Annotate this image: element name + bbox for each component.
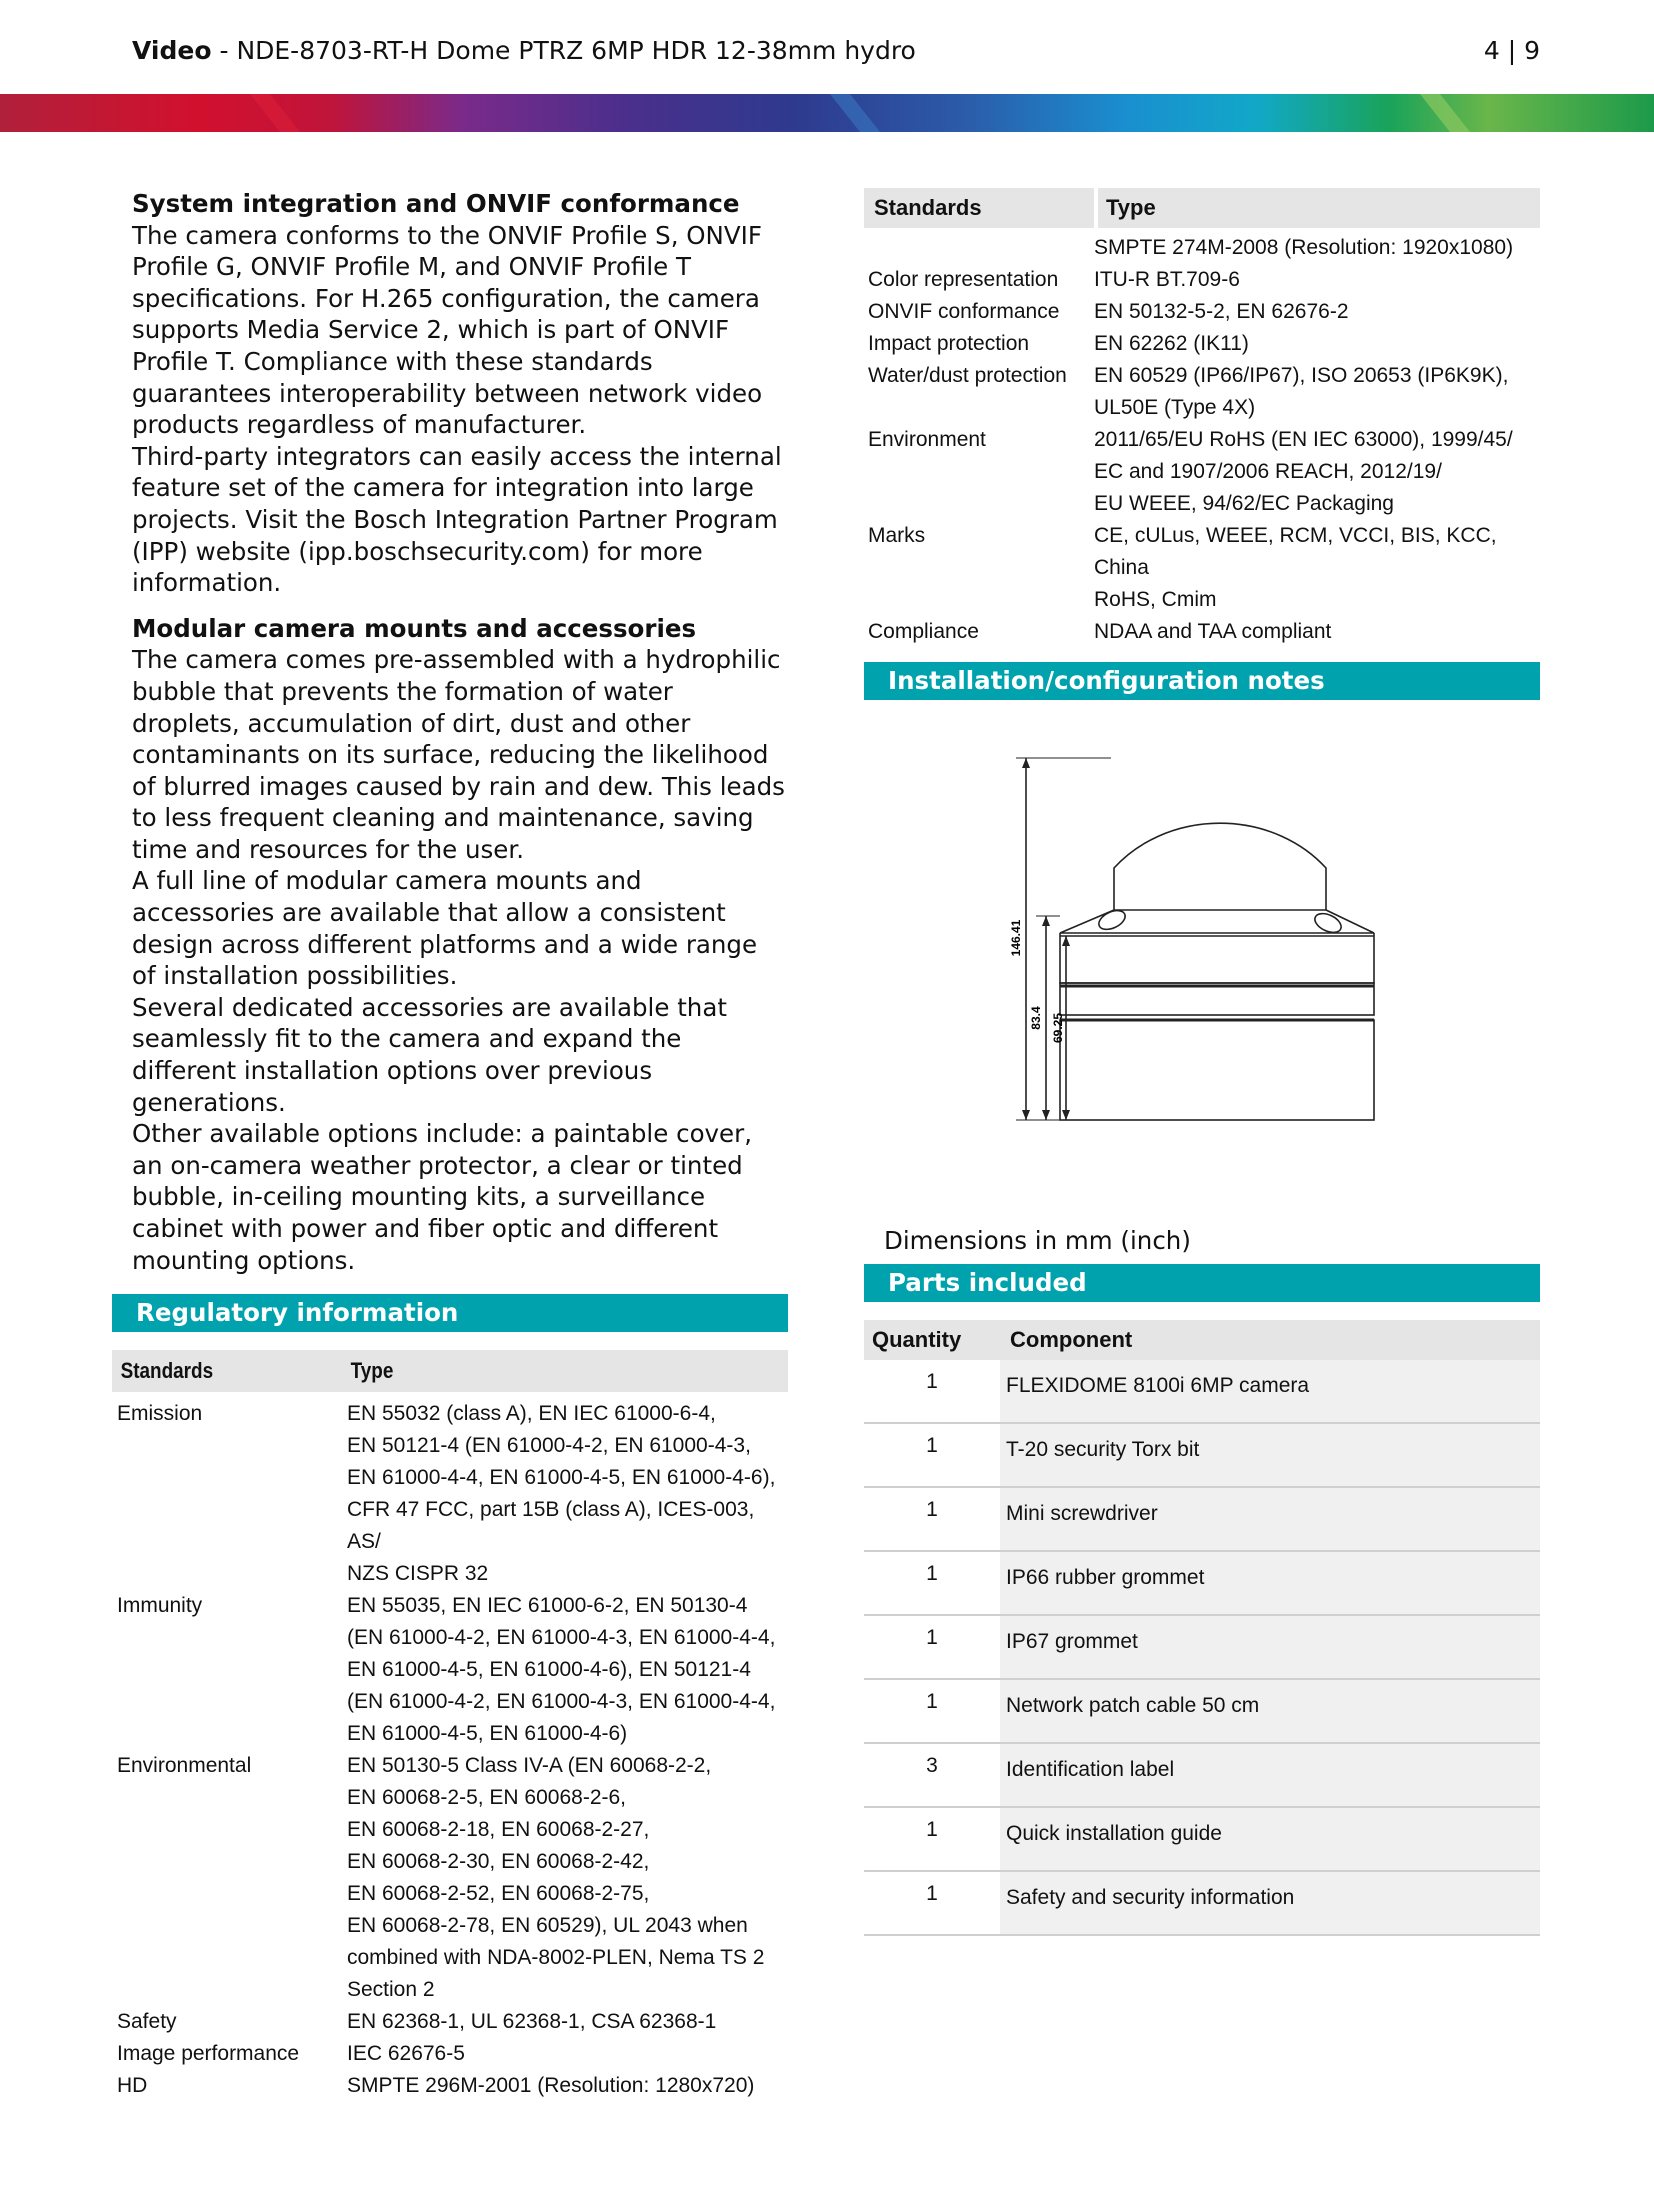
table-cell-value: EN 50130-5 Class IV-A (EN 60068-2-2, EN 60068-2-5, EN 60068-2-6, EN 60068-2-18, EN 60068-2-27, EN 60068-2-30, EN 60068-2-42, EN 60068-2-52, EN 60068-2-75, EN 60068-2-78, EN 60529), UL 2043 when combined with NDA-8002-PLEN, Nema TS 2 Section 2	[347, 1754, 765, 2002]
table-cell-label: Safety	[117, 2010, 177, 2034]
table-header	[864, 1320, 1540, 1360]
paragraph: Third-party integrators can easily access the internal feature set of the camera for integration into large projects. Visit the Bosch Integration Partner Program (IPP) website (ipp.boschsecurity.com) for more information.	[132, 441, 782, 598]
table-row	[864, 328, 1540, 360]
table-row	[864, 1488, 1540, 1552]
table-cell-label: 1	[926, 1370, 938, 1393]
paragraph: Other available options include: a paintable cover, an on-camera weather protector, a clear or tinted bubble, in-ceiling mounting kits, a surveillance cabinet with power and fiber optic and different mounting options.	[132, 1119, 752, 1275]
paragraph: A full line of modular camera mounts and accessories are available that allow a consistent design across different platforms and a wide range of installation possibilities.	[132, 866, 758, 991]
table-row	[864, 1616, 1540, 1680]
title-separator: -	[211, 36, 237, 65]
regulatory-table	[112, 1350, 788, 2102]
table-header	[864, 188, 1540, 228]
table-cell-value: EN 62262 (IK11)	[1094, 332, 1249, 355]
table-row	[864, 1552, 1540, 1616]
table-cell-label: Impact protection	[868, 332, 1030, 355]
section-title-mounts: Modular camera mounts and accessories	[132, 613, 697, 643]
table-cell-value: CE, cULus, WEEE, RCM, VCCI, BIS, KCC, China RoHS, Cmim	[1094, 524, 1497, 611]
table-row	[112, 1398, 788, 1590]
table-cell-value: FLEXIDOME 8100i 6MP camera	[1000, 1360, 1540, 1422]
table-cell-value: Safety and security information	[1000, 1872, 1540, 1934]
table-cell-value: EN 50132-5-2, EN 62676-2	[1094, 300, 1349, 323]
column-header-standards: Standards	[120, 1358, 214, 1384]
table-cell-label: 1	[926, 1434, 938, 1457]
table-cell-value: IP66 rubber grommet	[1000, 1552, 1540, 1614]
page-number: 4 | 9	[1483, 36, 1540, 65]
dimension-label-height: 146.41	[1009, 919, 1023, 957]
table-row	[864, 264, 1540, 296]
column-header-type: Type	[1098, 188, 1540, 228]
table-row	[112, 1750, 788, 2006]
section-bar-parts: Parts included	[864, 1264, 1540, 1302]
table-cell-label: Color representation	[868, 268, 1059, 291]
table-row	[864, 1360, 1540, 1424]
table-cell-value: Mini screwdriver	[1000, 1488, 1540, 1550]
table-cell-value: EN 55032 (class A), EN IEC 61000-6-4, EN 50121-4 (EN 61000-4-2, EN 61000-4-3, EN 61000-4-4, EN 61000-4-5, EN 61000-4-6), CFR 47 FCC, part 15B (class A), ICES-003, AS/ NZS CISPR 32	[347, 1402, 776, 1586]
table-cell-label: Marks	[868, 524, 926, 547]
table-cell-label: ONVIF conformance	[868, 300, 1060, 323]
table-cell-value: Quick installation guide	[1000, 1808, 1540, 1870]
dome-outline	[1114, 823, 1326, 910]
column-header-component: Component	[1000, 1320, 1540, 1360]
table-cell-value: Network patch cable 50 cm	[1000, 1680, 1540, 1742]
table-row	[864, 1744, 1540, 1808]
table-cell-label: Environment	[868, 428, 986, 451]
section-bar-regulatory: Regulatory information	[112, 1294, 788, 1332]
table-row	[864, 520, 1540, 616]
table-row	[112, 2070, 788, 2102]
table-row	[864, 1872, 1540, 1936]
table-row	[864, 296, 1540, 328]
brand-color-band	[0, 94, 1654, 132]
table-cell-label: Compliance	[868, 620, 979, 643]
section-title-onvif: System integration and ONVIF conformance	[132, 189, 740, 218]
table-cell-value: EN 62368-1, UL 62368-1, CSA 62368-1	[347, 2010, 717, 2034]
table-cell-label	[864, 232, 1094, 264]
column-header-type: Type	[350, 1358, 394, 1384]
table-row	[112, 2038, 788, 2070]
table-row	[864, 232, 1540, 264]
table-cell-label: Environmental	[117, 1754, 252, 1778]
standards-table	[864, 188, 1540, 648]
table-cell-value: EN 60529 (IP66/IP67), ISO 20653 (IP6K9K), UL50E (Type 4X)	[1094, 364, 1509, 419]
table-cell-value: NDAA and TAA compliant	[1094, 620, 1332, 643]
dimension-drawing	[936, 748, 1376, 1168]
dimensions-caption: Dimensions in mm (inch)	[884, 1226, 1191, 1255]
table-row	[864, 360, 1540, 424]
table-cell-label: 3	[926, 1754, 938, 1777]
parts-table	[864, 1320, 1540, 1936]
table-row	[864, 1808, 1540, 1872]
dimension-label-base: 69.25	[1051, 1012, 1065, 1044]
product-name: NDE-8703-RT-H Dome PTRZ 6MP HDR 12-38mm hydro	[236, 36, 916, 65]
table-cell-label: Emission	[117, 1402, 203, 1426]
table-row	[112, 2006, 788, 2038]
table-cell-value: SMPTE 274M-2008 (Resolution: 1920x1080)	[1094, 236, 1514, 259]
table-cell-label: Image performance	[117, 2042, 300, 2066]
table-row	[864, 424, 1540, 520]
document-title	[132, 36, 916, 65]
table-cell-label: HD	[117, 2074, 148, 2098]
table-cell-value: EN 55035, EN IEC 61000-6-2, EN 50130-4 (EN 61000-4-2, EN 61000-4-3, EN 61000-4-4, EN 61000-4-5, EN 61000-4-6), EN 50121-4 (EN 61000-4-2, EN 61000-4-3, EN 61000-4-4, EN 61000-4-5, EN 61000-4-6)	[347, 1594, 776, 1746]
table-cell-label: 1	[926, 1626, 938, 1649]
table-row	[112, 1590, 788, 1750]
right-column	[864, 188, 1540, 1936]
table-cell-value: T-20 security Torx bit	[1000, 1424, 1540, 1486]
paragraph: Several dedicated accessories are available that seamlessly fit to the camera and expand the different installation options over previous generations.	[132, 992, 727, 1117]
table-cell-value: 2011/65/EU RoHS (EN IEC 63000), 1999/45/ EC and 1907/2006 REACH, 2012/19/ EU WEEE, 94/62/EC Packaging	[1094, 428, 1513, 515]
category-label: Video	[132, 36, 212, 65]
table-cell-label: 1	[926, 1498, 938, 1521]
table-row	[864, 1680, 1540, 1744]
table-cell-value: ITU-R BT.709-6	[1094, 268, 1240, 291]
table-row	[864, 1424, 1540, 1488]
dimension-label-housing: 83.4	[1029, 1006, 1043, 1030]
table-cell-value: IEC 62676-5	[347, 2042, 465, 2066]
paragraph: The camera conforms to the ONVIF Profile S, ONVIF Profile G, ONVIF Profile M, and ONVIF Profile T specifications. For H.265 configuration, the camera supports Media Service 2, which is part of ONVIF Profile T. Compliance with these standards guarantees interoperability between network video products regardless of manufacturer.	[132, 220, 763, 440]
table-cell-label: 1	[926, 1690, 938, 1713]
paragraph: The camera comes pre-assembled with a hydrophilic bubble that prevents the formation of water droplets, accumulation of dirt, dust and other contaminants on its surface, reducing the likelihood of blurred images caused by rain and dew. This leads to less frequent cleaning and maintenance, saving time and resources for the user.	[132, 645, 785, 864]
table-cell-label: 1	[926, 1562, 938, 1585]
table-header	[112, 1350, 788, 1392]
table-cell-value: Identification label	[1000, 1744, 1540, 1806]
table-cell-value: SMPTE 296M-2001 (Resolution: 1280x720)	[347, 2074, 755, 2098]
page-header	[132, 36, 1540, 72]
table-cell-label: 1	[926, 1818, 938, 1841]
table-cell-label: Immunity	[117, 1594, 203, 1618]
table-cell-label: Water/dust protection	[868, 364, 1067, 387]
left-column	[112, 188, 788, 2102]
table-cell-label: 1	[926, 1882, 938, 1905]
column-header-standards: Standards	[864, 188, 1094, 228]
table-row	[864, 616, 1540, 648]
table-cell-value: IP67 grommet	[1000, 1616, 1540, 1678]
column-header-quantity: Quantity	[864, 1320, 1000, 1360]
section-bar-installation: Installation/configuration notes	[864, 662, 1540, 700]
